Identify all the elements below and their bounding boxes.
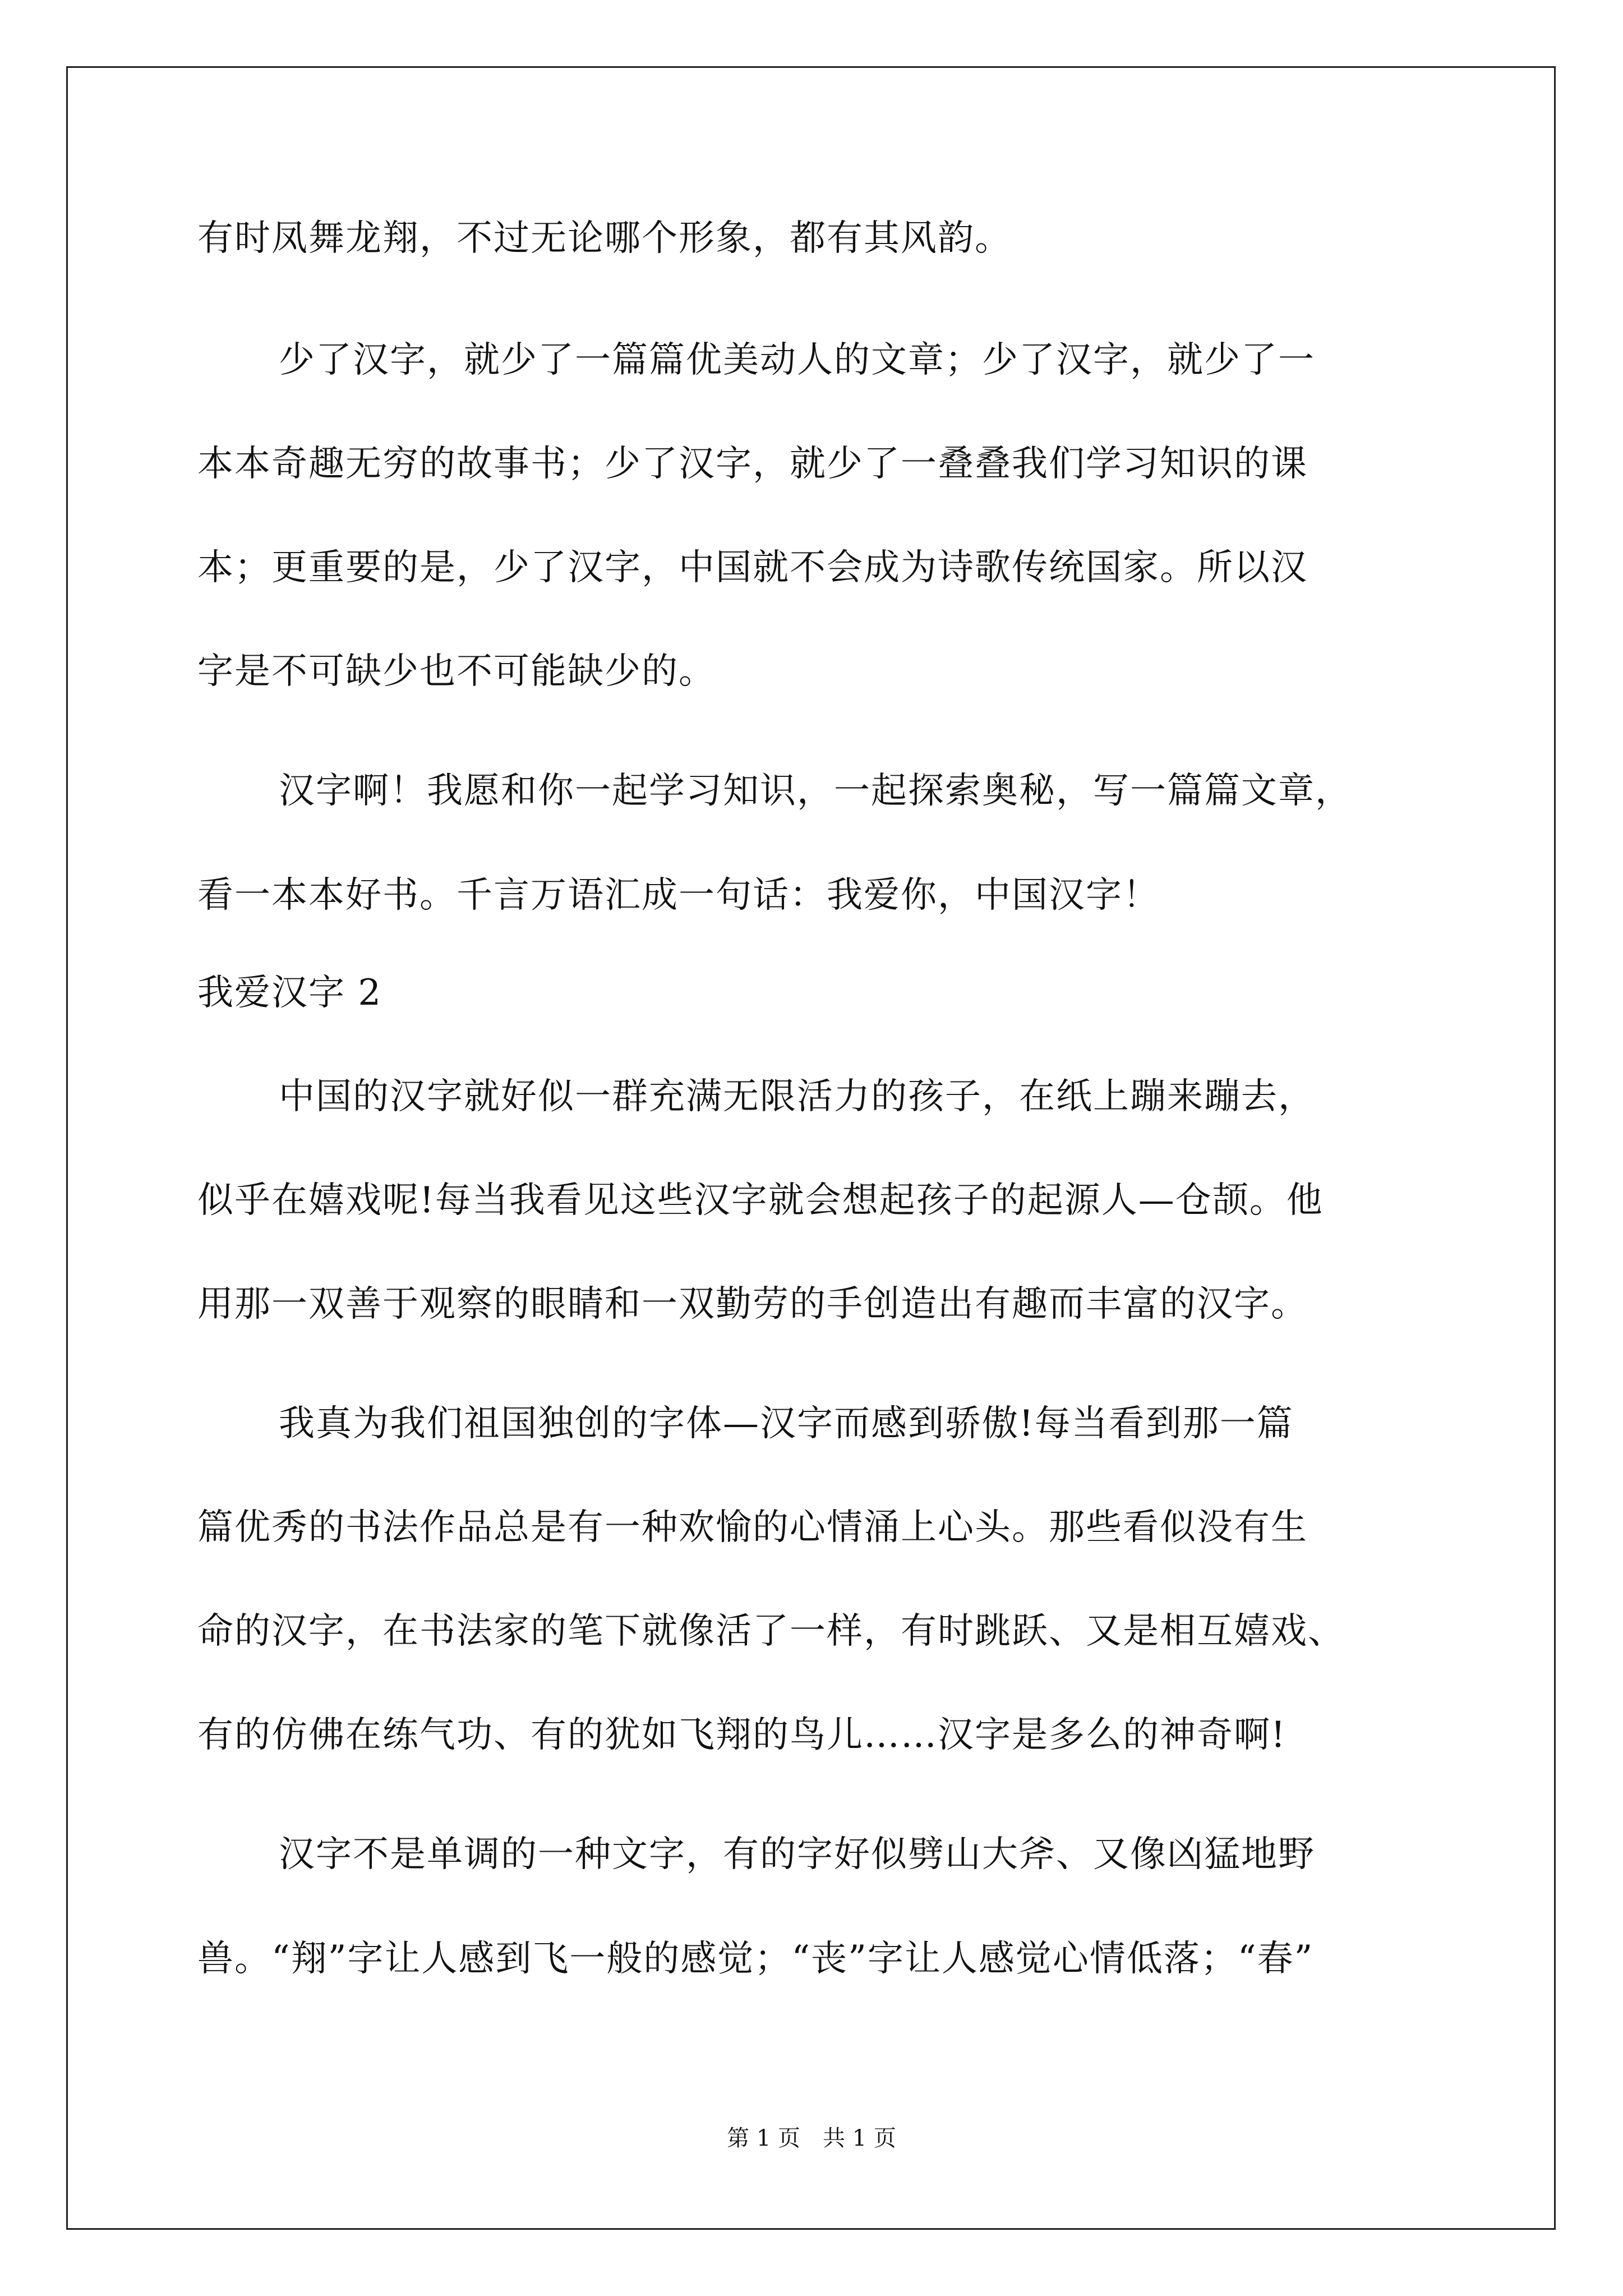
paragraph-line: 用那一双善于观察的眼睛和一双勤劳的手创造出有趣而丰富的汉字。 <box>197 1283 1308 1325</box>
paragraph-line: 兽。“翔”字让人感到飞一般的感觉；“丧”字让人感觉心情低落；“春” <box>197 1938 1314 1980</box>
paragraph-line: 看一本本好书。千言万语汇成一句话：我爱你，中国汉字！ <box>197 875 1160 916</box>
paragraph-line: 有的仿佛在练气功、有的犹如飞翔的鸟儿……汉字是多么的神奇啊! <box>197 1714 1287 1756</box>
paragraph-line: 篇优秀的书法作品总是有一种欢愉的心情涌上心头。那些看似没有生 <box>197 1507 1308 1548</box>
paragraph-line: 少了汉字，就少了一篇篇优美动人的文章；少了汉字，就少了一 <box>279 339 1315 381</box>
paragraph-line: 汉字不是单调的一种文字，有的字好似劈山大斧、又像凶猛地野 <box>279 1834 1315 1875</box>
paragraph-line: 字是不可缺少也不可能缺少的。 <box>197 651 716 692</box>
paragraph-line: 中国的汉字就好似一群充满无限活力的孩子，在纸上蹦来蹦去， <box>279 1076 1315 1117</box>
page-number-footer: 第 1 页 共 1 页 <box>727 2125 896 2151</box>
paragraph-line: 有时凤舞龙翔，不过无论哪个形象，都有其风韵。 <box>197 218 1012 259</box>
paragraph-line: 似乎在嬉戏呢!每当我看见这些汉字就会想起孩子的起源人—仓颉。他 <box>197 1180 1324 1221</box>
paragraph-line: 我真为我们祖国独创的字体—汉字而感到骄傲!每当看到那一篇 <box>279 1403 1294 1444</box>
paragraph-line: 本本奇趣无穷的故事书；少了汉字，就少了一叠叠我们学习知识的课 <box>197 443 1308 485</box>
paragraph-line: 本；更重要的是，少了汉字，中国就不会成为诗歌传统国家。所以汉 <box>197 547 1308 588</box>
page-frame <box>66 66 1556 2230</box>
paragraph-line: 命的汉字，在书法家的笔下就像活了一样，有时跳跃、又是相互嬉戏、 <box>197 1611 1345 1652</box>
section-heading: 我爱汉字 2 <box>197 972 382 1014</box>
paragraph-line: 汉字啊！我愿和你一起学习知识，一起探索奥秘，写一篇篇文章， <box>279 770 1352 812</box>
